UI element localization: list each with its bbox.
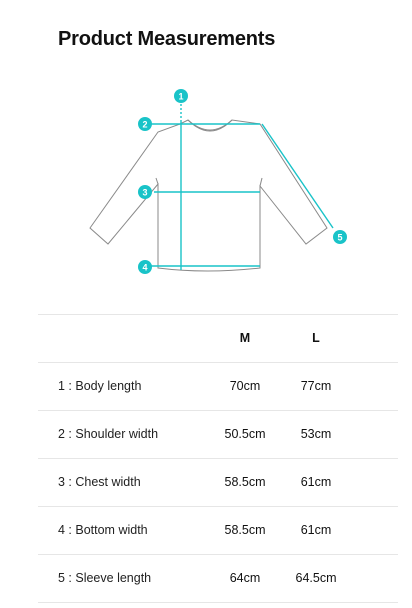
row-label: 1 : Body length [58,379,142,393]
value-m: 58.5cm [224,523,266,537]
value-m: 58.5cm [224,475,266,489]
shirt-outline [90,120,327,271]
table-row [38,410,398,458]
measurement-diagram [0,80,412,290]
table-row [38,554,398,603]
row-label: 3 : Chest width [58,475,141,489]
marker-5 [333,230,347,244]
svg-text:3: 3 [142,187,148,198]
value-l: 61cm [300,523,332,537]
marker-3 [138,185,152,199]
row-label: 4 : Bottom width [58,523,148,537]
svg-text:4: 4 [142,262,148,273]
column-header-l: L [312,331,320,345]
row-label: 5 : Sleeve length [58,571,152,585]
row-label: 2 : Shoulder width [58,427,159,441]
measurement-lines [150,104,333,270]
marker-2 [138,117,152,131]
svg-text:1: 1 [178,91,184,102]
value-l: 64.5cm [295,571,337,585]
table-row [38,362,398,410]
svg-text:2: 2 [142,119,148,130]
column-header-m: M [239,331,251,345]
value-m: 70cm [229,379,261,393]
value-m: 64cm [229,571,261,585]
table-row [38,458,398,506]
value-l: 53cm [300,427,332,441]
svg-text:5: 5 [337,232,343,243]
table-header-row [38,314,398,362]
marker-1 [174,89,188,103]
value-l: 61cm [300,475,332,489]
value-l: 77cm [300,379,332,393]
page-title: Product Measurements [58,28,276,50]
marker-4 [138,260,152,274]
table-row [38,506,398,554]
size-table [38,314,398,603]
value-m: 50.5cm [224,427,266,441]
